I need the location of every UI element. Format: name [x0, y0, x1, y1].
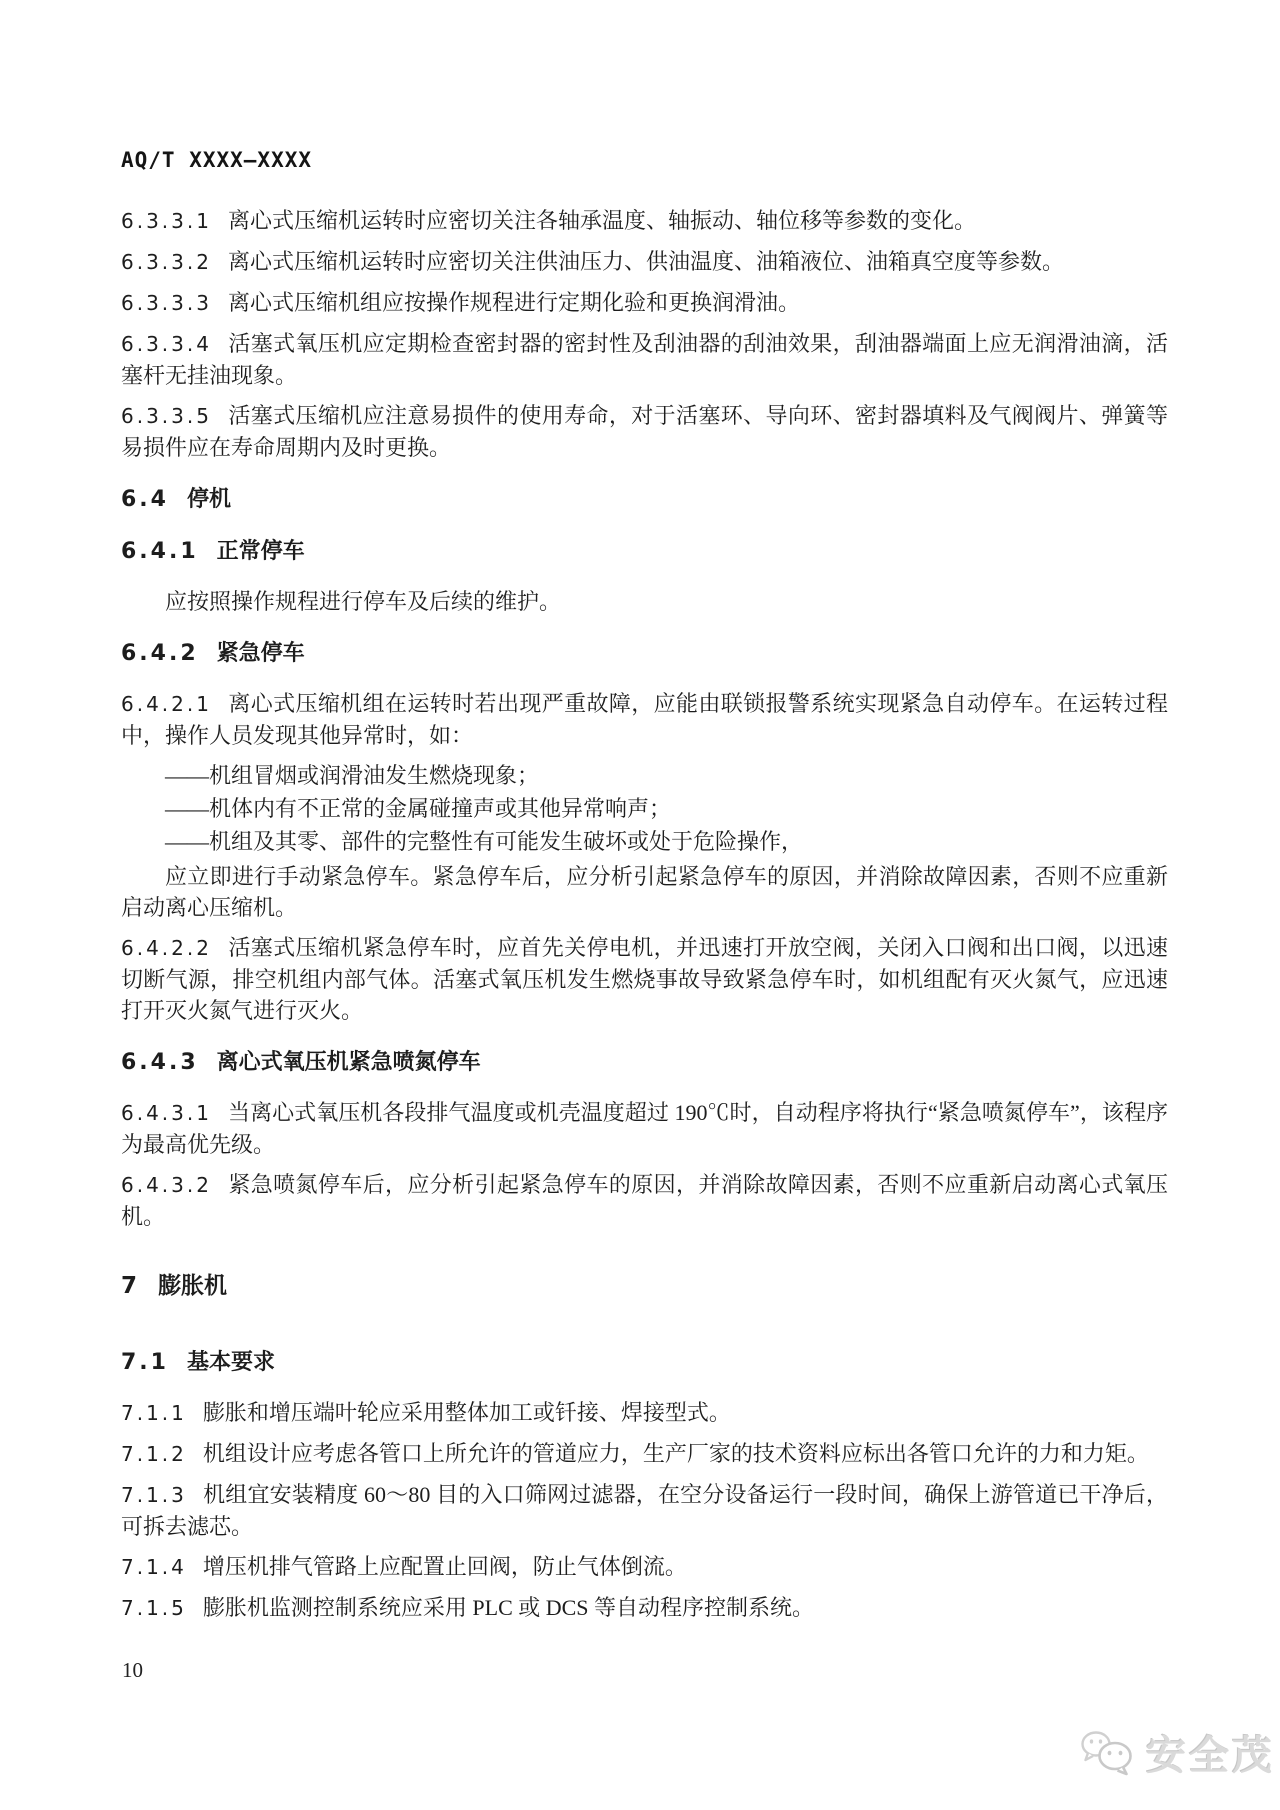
clause-6-3-3-4: [121, 328, 1168, 391]
page-number: 10: [122, 1658, 143, 1682]
standard-code-header: AQ/T XXXX—XXXX: [121, 148, 313, 172]
heading-6-4: [121, 484, 1168, 515]
clause-text: 离心式压缩机运转时应密切关注供油压力、供油温度、油箱液位、油箱真空度等参数。: [227, 249, 1064, 274]
heading-title: 紧急停车: [216, 641, 305, 666]
clause-number: 6.3.3.1: [121, 209, 212, 233]
clause-text: 紧急喷氮停车后，应分析引起紧急停车的原因，并消除故障因素，否则不应重新启动离心式氧压机。: [121, 1172, 1168, 1229]
clause-text: 离心式压缩机组应按操作规程进行定期化验和更换润滑油。: [227, 290, 800, 315]
clause-text: 机组设计应考虑各管口上所允许的管道应力，生产厂家的技术资料应标出各管口允许的力和力矩。: [202, 1441, 1149, 1466]
clause-text: 活塞式压缩机应注意易损件的使用寿命，对于活塞环、导向环、密封器填料及气阀阀片、弹簧等易损件应在寿命周期内及时更换。: [121, 403, 1168, 460]
paragraph-6-4-1: 应按照操作规程进行停车及后续的维护。: [165, 589, 562, 614]
clause-7-1-5: [121, 1592, 1168, 1624]
watermark-text: 安全茂: [1146, 1733, 1275, 1779]
clause-number: 6.4.3.1: [121, 1101, 212, 1125]
clause-7-1-2: [121, 1438, 1168, 1470]
document-body: [121, 0, 1168, 1633]
clause-6-4-3-1: [121, 1097, 1168, 1160]
clause-number: 6.4.2.2: [121, 936, 212, 960]
paragraph-6-4-2-1-continuation: 应立即进行手动紧急停车。紧急停车后，应分析引起紧急停车的原因，并消除故障因素，否则不应重新启动离心压缩机。: [121, 864, 1168, 920]
clause-number: 6.4.2.1: [121, 692, 212, 716]
clause-6-3-3-3: [121, 287, 1168, 319]
clause-6-3-3-1: [121, 205, 1168, 237]
clause-number: 6.3.3.2: [121, 250, 212, 274]
clause-number: 7.1.4: [121, 1555, 187, 1579]
heading-title: 离心式氧压机紧急喷氮停车: [216, 1050, 481, 1075]
heading-title: 停机: [186, 487, 231, 512]
dash-item-3: ——机组及其零、部件的完整性有可能发生破坏或处于危险操作，: [165, 829, 804, 854]
chapter-title: 膨胀机: [158, 1273, 228, 1299]
clause-7-1-3: [121, 1479, 1168, 1542]
clause-number: 6.3.3.3: [121, 291, 212, 315]
clause-text: 离心式压缩机运转时应密切关注各轴承温度、轴振动、轴位移等参数的变化。: [227, 208, 976, 233]
dash-item-1: ——机组冒烟或润滑油发生燃烧现象；: [165, 763, 540, 788]
watermark: [1080, 1724, 1275, 1781]
clause-number: 7.1.1: [121, 1401, 187, 1425]
chapter-number: 7: [121, 1273, 141, 1299]
clause-6-3-3-5: [121, 400, 1168, 463]
heading-title: 正常停车: [216, 539, 305, 564]
clause-text: 增压机排气管路上应配置止回阀，防止气体倒流。: [202, 1554, 687, 1579]
clause-6-4-2-1: [121, 688, 1168, 751]
clause-text: 活塞式氧压机应定期检查密封器的密封性及刮油器的刮油效果，刮油器端面上应无润滑油滴，活塞杆无挂油现象。: [121, 331, 1168, 388]
heading-6-4-3: [121, 1047, 1168, 1078]
clause-number: 7.1.5: [121, 1596, 187, 1620]
clause-text: 机组宜安装精度 60～80 目的入口筛网过滤器，在空分设备运行一段时间，确保上游管道已干净后，可拆去滤芯。: [121, 1482, 1168, 1539]
heading-number: 6.4.2: [121, 641, 199, 666]
clause-number: 6.3.3.4: [121, 332, 212, 356]
clause-6-4-3-2: [121, 1169, 1168, 1232]
clause-7-1-1: [121, 1397, 1168, 1429]
clause-6-4-2-2: [121, 932, 1168, 1026]
clause-number: 6.4.3.2: [121, 1173, 212, 1197]
heading-number: 6.4.1: [121, 539, 199, 564]
chapter-7: [121, 1270, 1168, 1303]
heading-number: 6.4: [121, 487, 169, 512]
clause-text: 膨胀机监测控制系统应采用 PLC 或 DCS 等自动程序控制系统。: [202, 1595, 815, 1620]
clause-7-1-4: [121, 1551, 1168, 1583]
clause-text: 离心式压缩机组在运转时若出现严重故障，应能由联锁报警系统实现紧急自动停车。在运转过程中，操作人员发现其他异常时，如：: [121, 691, 1168, 748]
clause-6-3-3-2: [121, 246, 1168, 278]
heading-number: 7.1: [121, 1350, 169, 1375]
heading-number: 6.4.3: [121, 1050, 199, 1075]
wechat-icon: [1080, 1729, 1136, 1777]
clause-number: 7.1.3: [121, 1483, 187, 1507]
clause-number: 6.3.3.5: [121, 404, 212, 428]
heading-6-4-1: [121, 536, 1168, 567]
clause-number: 7.1.2: [121, 1442, 187, 1466]
clause-text: 当离心式氧压机各段排气温度或机壳温度超过 190℃时，自动程序将执行“紧急喷氮停车”，该程序为最高优先级。: [121, 1100, 1168, 1157]
clause-text: 膨胀和增压端叶轮应采用整体加工或钎接、焊接型式。: [202, 1400, 731, 1425]
dash-item-2: ——机体内有不正常的金属碰撞声或其他异常响声；: [165, 796, 672, 821]
heading-title: 基本要求: [186, 1350, 275, 1375]
heading-6-4-2: [121, 638, 1168, 669]
heading-7-1: [121, 1347, 1168, 1378]
clause-text: 活塞式压缩机紧急停车时，应首先关停电机，并迅速打开放空阀，关闭入口阀和出口阀，以迅速切断气源，排空机组内部气体。活塞式氧压机发生燃烧事故导致紧急停车时，如机组配有灭火氮气，应迅速打开灭火氮气进行灭火。: [121, 935, 1168, 1023]
